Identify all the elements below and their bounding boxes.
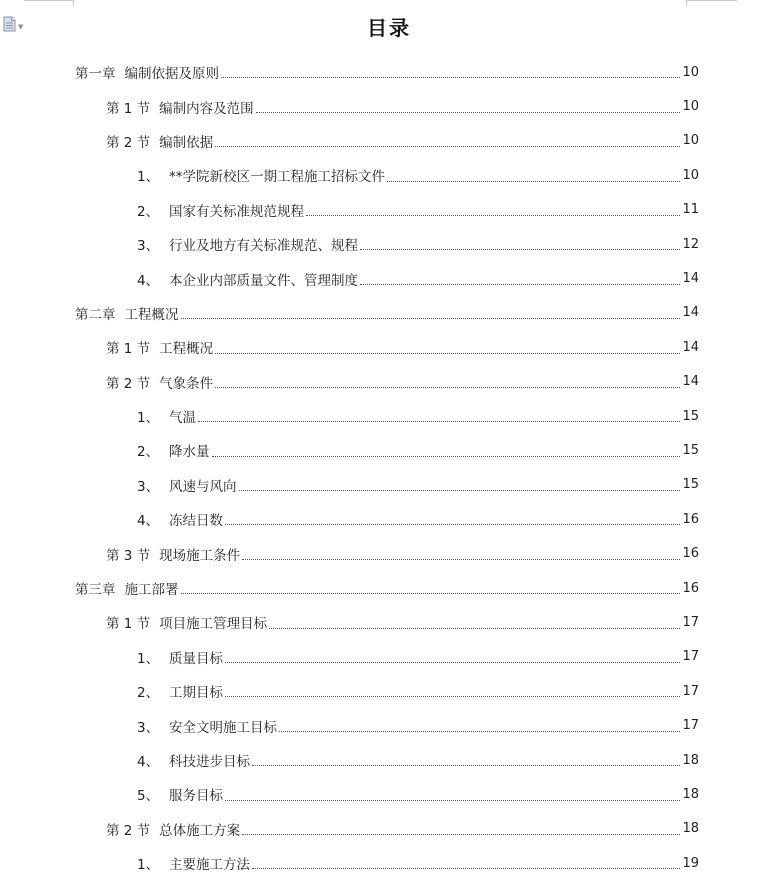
toc-entry[interactable] [0,193,778,227]
toc-dot-leader [242,834,680,835]
toc-entry-title: 主要施工方法 [169,857,250,874]
toc-entry-number: 4、 [137,513,160,530]
toc-entry-number: 2、 [137,203,160,220]
toc-entry-number: 4、 [137,754,160,770]
toc-entry[interactable] [0,89,778,123]
toc-entry-page-number: 11 [682,202,699,218]
toc-entry-title: 工程概况 [124,306,179,323]
toc-entry-page-number: 14 [682,374,699,390]
toc-dot-leader [239,490,681,491]
toc-entry-page-number: 14 [682,305,699,321]
toc-entry-page-number: 16 [682,511,699,527]
toc-entry-number: 第三章 [75,582,116,599]
toc-entry[interactable] [0,468,778,502]
toc-entry-number: 2、 [137,685,160,702]
toc-entry[interactable] [0,605,778,639]
toc-dot-leader [225,524,680,525]
toc-entry-number: 第 2 节 [106,822,151,839]
toc-dot-leader [212,456,681,457]
toc-entry-title: 工期目标 [169,685,223,702]
toc-entry-page-number: 12 [682,236,699,252]
toc-entry-page-number: 14 [682,339,699,355]
toc-entry-title: 气温 [169,410,196,427]
toc-entry-number: 第 1 节 [106,341,151,358]
toc-dot-leader [387,181,680,182]
toc-entry[interactable] [0,296,778,330]
toc-entry-number: 第 1 节 [106,100,151,117]
toc-entry-page-number: 14 [682,271,699,287]
toc-entry-page-number: 18 [682,786,699,802]
toc-entry[interactable] [0,502,778,536]
toc-entry-page-number: 17 [682,614,699,630]
toc-entry[interactable] [0,708,778,742]
toc-entry[interactable] [0,743,778,777]
toc-entry-title: 科技进步目标 [169,754,250,770]
toc-entry-number: 第 2 节 [106,375,151,392]
toc-entry-page-number: 15 [682,442,699,458]
toc-dot-leader [215,387,680,388]
toc-entry[interactable] [0,124,778,158]
toc-entry[interactable] [0,812,778,846]
toc-dot-leader [225,696,680,697]
page-title: 目录 [367,16,411,40]
toc-entry-title: 编制依据 [159,134,214,151]
toc-entry[interactable] [0,227,778,261]
toc-dot-leader [198,421,680,422]
toc-dot-leader [360,284,680,285]
toc-entry-page-number: 10 [682,133,699,149]
toc-entry-title: 风速与风向 [169,478,237,495]
toc-entry-page-number: 10 [682,99,699,115]
toc-dot-leader [181,593,681,594]
chevron-down-icon: ▼ [18,23,24,31]
toc-entry-title: 安全文明施工目标 [169,719,277,736]
toc-entry[interactable] [0,399,778,433]
page-corner-mark-right [686,0,687,6]
toc-entry[interactable] [0,777,778,811]
toc-entry-page-number: 17 [682,683,699,699]
toc-entry-number: 2、 [137,444,160,461]
toc-entry[interactable] [0,640,778,674]
toc-entry-title: 总体施工方案 [159,822,241,839]
toc-entry-title: 编制内容及范围 [159,100,254,117]
toc-dot-leader [279,731,680,732]
toc-entry-title: 国家有关标准规范规程 [169,203,304,220]
toc-entry-number: 4、 [137,272,160,289]
toc-dot-leader [225,662,680,663]
toc-entry-number: 第二章 [75,306,116,323]
toc-entry-title: 工程概况 [159,341,214,358]
toc-entry-page-number: 17 [682,649,699,665]
toc-entry-title: 本企业内部质量文件、管理制度 [169,272,358,289]
toc-entry-number: 第一章 [75,66,116,83]
toc-entry[interactable] [0,433,778,467]
toc-entry-title: **学院新校区一期工程施工招标文件 [169,169,385,186]
toc-entry[interactable] [0,846,778,880]
toc-entry-number: 1、 [137,169,160,186]
table-of-contents [0,55,778,880]
toc-entry-number: 3、 [137,719,160,736]
toc-dot-leader [360,249,680,250]
toc-entry-number: 5、 [137,788,160,805]
toc-entry[interactable] [0,330,778,364]
toc-entry[interactable] [0,261,778,295]
toc-entry[interactable] [0,158,778,192]
toc-dot-leader [306,215,680,216]
toc-entry-number: 1、 [137,650,160,667]
toc-entry-page-number: 18 [682,821,699,837]
toc-dot-leader [221,77,680,78]
toc-entry-title: 行业及地方有关标准规范、规程 [169,238,358,255]
toc-entry[interactable] [0,55,778,89]
toc-entry-page-number: 17 [682,718,699,734]
toc-dot-leader [252,868,680,869]
toc-entry-page-number: 15 [682,477,699,493]
page-corner-mark-left [73,0,74,6]
toc-entry-page-number: 10 [682,167,699,183]
toc-entry-number: 1、 [137,410,160,427]
toc-entry-page-number: 15 [682,408,699,424]
toc-dot-leader [225,800,680,801]
toc-entry-number: 第 2 节 [106,134,151,151]
toc-dot-leader [215,353,680,354]
toc-entry[interactable] [0,674,778,708]
toc-entry[interactable] [0,571,778,605]
toc-entry-number: 第 3 节 [106,547,151,564]
toc-entry[interactable] [0,536,778,570]
toc-entry-title: 编制依据及原则 [124,66,219,83]
toc-entry-title: 质量目标 [169,650,223,667]
toc-entry-number: 1、 [137,857,160,874]
toc-entry-title: 现场施工条件 [159,547,241,564]
toc-entry-title: 项目施工管理目标 [159,616,268,633]
toc-dot-leader [256,112,681,113]
toc-entry-page-number: 19 [682,855,699,871]
toc-entry-number: 3、 [137,478,160,495]
toc-entry-title: 服务目标 [169,788,223,805]
toc-dot-leader [269,628,680,629]
toc-entry[interactable] [0,365,778,399]
toc-entry-page-number: 16 [682,580,699,596]
toc-entry-page-number: 18 [682,752,699,768]
toc-entry-page-number: 16 [682,546,699,562]
toc-entry-page-number: 10 [682,64,699,80]
toc-dot-leader [181,318,681,319]
toc-entry-number: 3、 [137,238,160,255]
toc-entry-number: 第 1 节 [106,616,151,633]
toc-entry-title: 冻结日数 [169,513,223,530]
toc-dot-leader [242,559,680,560]
toc-entry-title: 气象条件 [159,375,214,392]
toc-entry-title: 施工部署 [124,582,179,599]
toc-dot-leader [252,765,680,766]
toc-dot-leader [215,146,680,147]
toc-entry-title: 降水量 [169,444,210,461]
